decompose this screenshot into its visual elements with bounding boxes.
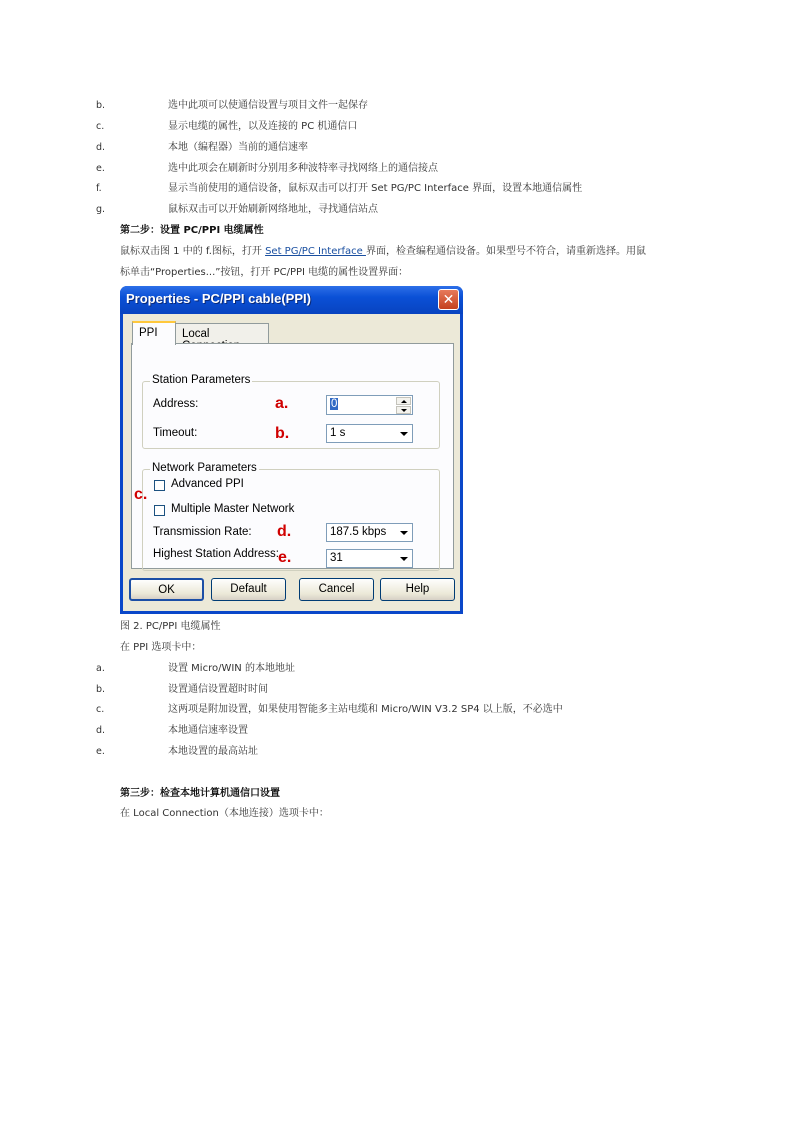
- dialog-client: [123, 314, 460, 611]
- chevron-down-icon[interactable]: [396, 525, 411, 541]
- highest-value: 31: [330, 552, 343, 564]
- cancel-button[interactable]: Cancel: [299, 578, 374, 601]
- rate-value: 187.5 kbps: [330, 526, 387, 538]
- close-icon[interactable]: ✕: [438, 289, 459, 310]
- list-letter: a.: [96, 663, 105, 674]
- list-letter: d.: [96, 142, 106, 153]
- list-letter: c.: [96, 121, 105, 132]
- list-letter: e.: [96, 163, 105, 174]
- step3-paragraph: 在 Local Connection（本地连接）选项卡中：: [120, 808, 329, 819]
- tab-local-connection[interactable]: Local: [175, 323, 269, 344]
- timeout-label: Timeout:: [153, 427, 198, 439]
- multiple-master-label: Multiple Master Network: [171, 503, 295, 515]
- list-text: 设置 Micro/WIN 的本地地址: [168, 663, 295, 674]
- marker-d: d.: [277, 523, 292, 540]
- list-text: 本地通信速率设置: [168, 725, 248, 736]
- list-text: 选中此项可以使通信设置与项目文件一起保存: [168, 100, 368, 111]
- list-text: 显示当前使用的通信设备，鼠标双击可以打开 Set PG/PC Interface 界面，设置本地通信属性: [168, 183, 583, 194]
- address-spinbox[interactable]: [326, 395, 413, 415]
- set-pgpc-interface-link[interactable]: Set PG/PC Interface: [265, 246, 366, 257]
- list-text: 本地设置的最高站址: [168, 746, 258, 757]
- list-letter: g.: [96, 204, 106, 215]
- step2-paragraph-line1: [120, 245, 646, 259]
- advanced-ppi-label: Advanced PPI: [171, 478, 244, 490]
- list-text: 这两项是附加设置，如果使用智能多主站电缆和 Micro/WIN V3.2 SP4 以上版，不必选中: [168, 704, 563, 715]
- marker-a: a.: [275, 395, 289, 412]
- properties-dialog: [120, 286, 463, 614]
- list-letter: b.: [96, 684, 106, 695]
- marker-c: c.: [134, 486, 148, 503]
- step2-heading: 第二步：设置 PC/PPI 电缆属性: [120, 225, 264, 236]
- para-text: 鼠标双击图 1 中的 f.图标，打开: [120, 246, 266, 257]
- timeout-value: 1 s: [330, 427, 346, 439]
- transmission-rate-label: Transmission Rate:: [153, 526, 252, 538]
- highest-station-label: Highest Station Address:: [153, 548, 279, 560]
- list-letter: c.: [96, 704, 105, 715]
- dialog-title: Properties - PC/PPI cable(PPI): [126, 291, 311, 306]
- list-text: 设置通信设置超时时间: [168, 684, 268, 695]
- marker-b: b.: [275, 425, 290, 442]
- step3-heading: 第三步：检查本地计算机通信口设置: [120, 788, 280, 799]
- spin-buttons[interactable]: [396, 397, 411, 414]
- spin-down-icon[interactable]: [396, 406, 411, 414]
- step2-paragraph-line2: 标单击“Properties...”按钮，打开 PC/PPI 电缆的属性设置界面：: [120, 267, 409, 278]
- advanced-ppi-checkbox[interactable]: [154, 480, 165, 491]
- dialog-titlebar[interactable]: [120, 286, 463, 314]
- timeout-select[interactable]: [326, 424, 413, 443]
- multiple-master-checkbox[interactable]: [154, 505, 165, 516]
- ppi-intro: 在 PPI 选项卡中：: [120, 642, 202, 653]
- tab-panel-ppi: [131, 343, 454, 569]
- figure-caption: 图 2. PC/PPI 电缆属性: [120, 621, 221, 632]
- chevron-down-icon[interactable]: [396, 426, 411, 442]
- list-text: 鼠标双击可以开始刷新网络地址，寻找通信站点: [168, 204, 378, 215]
- address-label: Address:: [153, 398, 199, 410]
- station-parameters-group: [142, 374, 440, 449]
- network-parameters-group: [142, 462, 440, 571]
- ok-button[interactable]: OK: [129, 578, 204, 601]
- list-letter: b.: [96, 100, 106, 111]
- chevron-down-icon[interactable]: [396, 551, 411, 567]
- list-letter: e.: [96, 746, 105, 757]
- list-letter: d.: [96, 725, 106, 736]
- list-text: 本地（编程器）当前的通信速率: [168, 142, 308, 153]
- list-text: 显示电缆的属性，以及连接的 PC 机通信口: [168, 121, 358, 132]
- list-text: 选中此项会在刷新时分别用多种波特率寻找网络上的通信接点: [168, 163, 438, 174]
- spin-up-icon[interactable]: [396, 397, 411, 405]
- tab-ppi[interactable]: PPI: [132, 321, 176, 345]
- transmission-rate-select[interactable]: [326, 523, 413, 542]
- help-button[interactable]: Help: [380, 578, 455, 601]
- network-parameters-label: Network Parameters: [152, 462, 257, 474]
- list-letter: f.: [96, 183, 102, 194]
- default-button[interactable]: Default: [211, 578, 286, 601]
- marker-e: e.: [278, 549, 292, 566]
- station-parameters-label: Station Parameters: [152, 374, 251, 386]
- highest-station-select[interactable]: [326, 549, 413, 568]
- address-value: 0: [331, 398, 338, 410]
- para-text: 界面，检查编程通信设备。如果型号不符合，请重新选择。用鼠: [365, 246, 646, 257]
